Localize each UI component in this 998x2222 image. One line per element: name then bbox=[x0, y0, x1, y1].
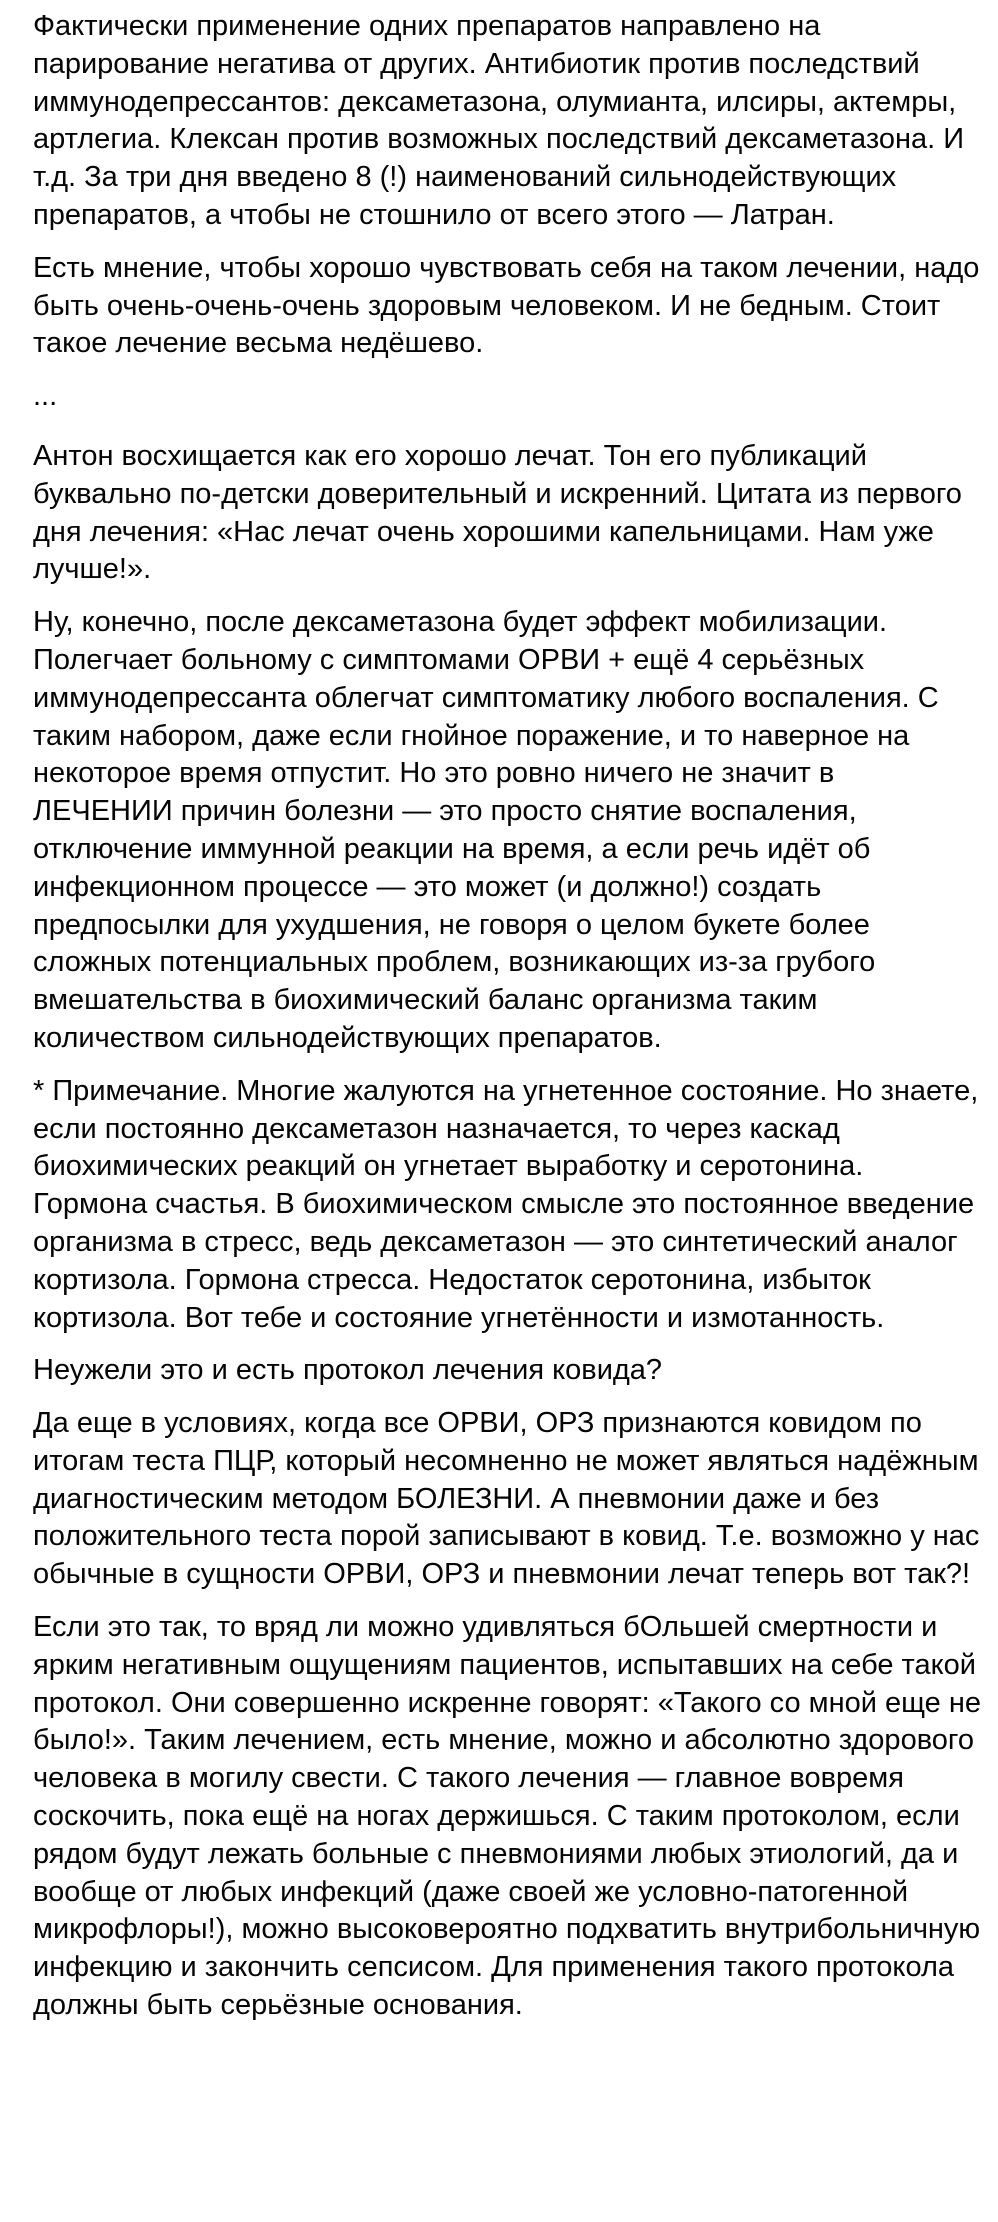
post-ellipsis: ... bbox=[33, 380, 58, 413]
post-paragraph: Есть мнение, чтобы хорошо чувствовать себя на таком лечении, надо быть очень-очень-очень здоровым человеком. И не бедным. Стоит такое лечение весьма недёшево. bbox=[33, 251, 980, 360]
post-body bbox=[33, 8, 981, 2040]
post-paragraph: Неужели это и есть протокол лечения ковида? bbox=[33, 1354, 663, 1387]
post-paragraph: Да еще в условиях, когда все ОРВИ, ОРЗ признаются ковидом по итогам теста ПЦР, который несомненно не может являться надёжным диагностическим методом БОЛЕЗНИ. А пневмонии даже и без положительного теста порой записывают в ковид. Т.е. возможно у нас обычные в сущности ОРВИ, ОРЗ и пневмонии лечат теперь вот так?! bbox=[33, 1407, 980, 1591]
post-paragraph: Антон восхищается как его хорошо лечат. Тон его публикаций буквально по-детски доверительный и искренний. Цитата из первого дня лечения: «Нас лечат очень хорошими капельницами. Нам уже лучше!». bbox=[33, 439, 962, 586]
bottom-fade bbox=[0, 2182, 998, 2222]
post-paragraph: * Примечание. Многие жалуются на угнетенное состояние. Но знаете, если постоянно дексаметазон назначается, то через каскад биохимических реакций он угнетает выработку и серотонина. Гормона счастья. В биохимическом смысле это постоянное введение организма в стресс, ведь дексаметазон — это синтетический аналог кортизола. Гормона стресса. Недостаток серотонина, избыток кортизола. Вот тебе и состояние угнетённости и измотанность. bbox=[33, 1074, 979, 1334]
post-paragraph: Фактически применение одних препаратов направлено на парирование негатива от других. Антибиотик против последствий иммунодепрессантов: дексаметазона, олумианта, илсиры, актемры, артлегиа. Клексан против возможных последствий дексаметазона. И т.д. За три дня введено 8 (!) наименований сильнодействующих препаратов, а чтобы не стошнило от всего этого — Латран. bbox=[33, 10, 965, 231]
post-paragraph: Если это так, то вряд ли можно удивляться бОльшей смертности и ярким негативным ощущениям пациентов, испытавших на себе такой протокол. Они совершенно искренне говорят: «Такого со мной еще не было!». Таким лечением, есть мнение, можно и абсолютно здорового человека в могилу свести. С такого лечения — главное вовремя соскочить, пока ещё на ногах держишься. С таким протоколом, если рядом будут лежать больные с пневмониями любых этиологий, да и вообще от любых инфекций (даже своей же условно-патогенной микрофлоры!), можно высоковероятно подхватить внутрибольничную инфекцию и закончить сепсисом. Для применения такого протокола должны быть серьёзные основания. bbox=[33, 1611, 981, 2022]
post-paragraph: Ну, конечно, после дексаметазона будет эффект мобилизации. Полегчает больному с симптомами ОРВИ + ещё 4 серьёзных иммунодепрессанта облегчат симптоматику любого воспаления. С таким набором, даже если гнойное поражение, и то наверное на некоторое время отпустит. Но это ровно ничего не значит в ЛЕЧЕНИИ причин болезни — это просто снятие воспаления, отключение иммунной реакции на время, а если речь идёт об инфекционном процессе — это может (и должно!) создать предпосылки для ухудшения, не говоря о целом букете более сложных потенциальных проблем, возникающих из-за грубого вмешательства в биохимический баланс организма таким количеством сильнодействующих препаратов. bbox=[33, 606, 939, 1054]
